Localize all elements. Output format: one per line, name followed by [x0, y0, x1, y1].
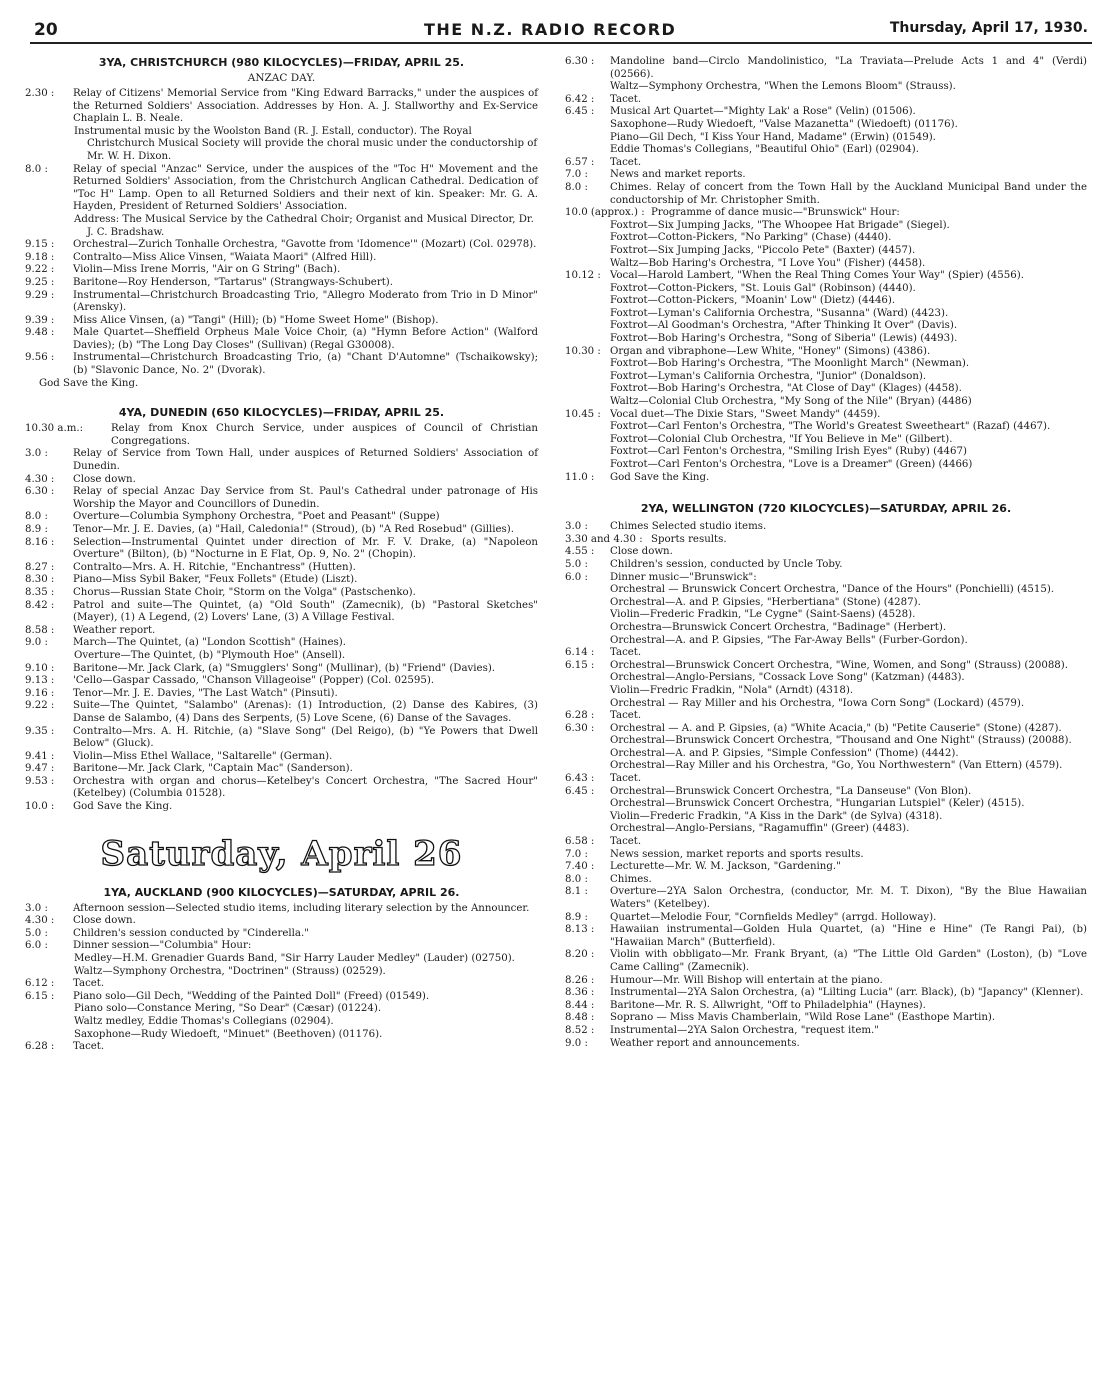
entry-time: 11.0 :: [565, 471, 595, 483]
entry-description: Patrol and suite—The Quintet, (a) "Old South" (Zamecnik), (b) "Pastoral Sketches" (Mayer), (1) A Legend, (2) Lovers' Lane, (3) A Village Festival.: [73, 599, 538, 624]
entry-continuation: Orchestral—A. and P. Gipsies, "Herbertiana" (Stone) (4287).: [610, 596, 921, 608]
schedule-entry: [565, 874, 1087, 887]
entry-time: 9.13 :: [25, 675, 55, 687]
schedule-entry: [25, 587, 538, 600]
entry-time: 6.15 :: [25, 990, 55, 1002]
entry-description: Tacet.: [73, 978, 105, 990]
entry-continuation: Foxtrot—Six Jumping Jacks, "Piccolo Pete" (Baxter) (4457).: [610, 244, 916, 256]
section-subheading-anzac-day: ANZAC DAY.: [247, 72, 316, 84]
schedule-entry: [25, 688, 538, 701]
entry-description: Tacet.: [610, 156, 642, 168]
entry-description: Baritone—Mr. R. S. Allwright, "Off to Philadelphia" (Haynes).: [610, 999, 926, 1011]
entry-description: Weather report and announcements.: [610, 1037, 800, 1049]
entry-description: Orchestral—Zurich Tonhalle Orchestra, "Gavotte from 'Idomence'" (Mozart) (Col. 02978).: [73, 239, 537, 251]
entry-time: 8.0 :: [25, 163, 48, 175]
entry-description: Tenor—Mr. J. E. Davies, (a) "Hail, Caledonia!" (Stroud), (b) "A Red Rosebud" (Gillies).: [73, 524, 514, 535]
entry-description: Organ and vibraphone—Lew White, "Honey" (Simons) (4386).: [610, 345, 931, 357]
entry-description: Close down.: [73, 473, 136, 485]
entry-time: 8.13 :: [565, 924, 595, 936]
entry-description: Orchestra with organ and chorus—Ketelbey's Concert Orchestra, "The Sacred Hour" (Ketelbey) (Columbia 01528).: [73, 775, 538, 800]
entry-time: 10.0 :: [25, 801, 55, 813]
entry-description: Overture—2YA Salon Orchestra, (conductor, Mr. M. T. Dixon), "By the Blue Hawaiian Waters" (Ketelbey).: [610, 886, 1087, 910]
entry-continuation: Foxtrot—Colonial Club Orchestra, "If You Believe in Me" (Gilbert).: [610, 433, 953, 445]
schedule-entry: [25, 751, 538, 764]
entry-description: Close down.: [610, 546, 673, 558]
entry-continuation: Waltz—Symphony Orchestra, "When the Lemons Bloom" (Strauss).: [610, 81, 956, 93]
entry-continuation: Piano—Gil Dech, "I Kiss Your Hand, Madame" (Erwin) (01549).: [610, 131, 936, 143]
entry-time: 6.0 :: [565, 571, 588, 583]
entry-time: 9.48 :: [25, 327, 55, 339]
schedule-entry: [25, 537, 538, 562]
schedule-list-1ya-continued: [565, 56, 1087, 484]
entry-description: Vocal duet—The Dixie Stars, "Sweet Mandy" (4459).: [610, 408, 881, 420]
entry-continuation: Eddie Thomas's Collegians, "Beautiful Ohio" (Earl) (02904).: [610, 144, 919, 156]
schedule-entry: [25, 700, 538, 725]
entry-description: Humour—Mr. Will Bishop will entertain at the piano.: [610, 974, 883, 986]
schedule-list-3ya: [25, 88, 538, 378]
entry-description: Instrumental—2YA Salon Orchestra, "request item.": [610, 1024, 879, 1036]
closing-line-3ya: God Save the King.: [39, 377, 139, 389]
schedule-entry: [25, 1041, 538, 1054]
entry-continuation: Foxtrot—Lyman's California Orchestra, "Susanna" (Ward) (4423).: [610, 307, 949, 319]
entry-time: 8.30 :: [25, 574, 55, 586]
entry-continuation: Foxtrot—Carl Fenton's Orchestra, "Smiling Irish Eyes" (Ruby) (4467): [610, 446, 967, 458]
entry-description: God Save the King.: [610, 471, 710, 483]
entry-time: 8.1 :: [565, 886, 588, 898]
entry-description: Afternoon session—Selected studio items, including literary selection by the Announcer.: [73, 902, 530, 914]
entry-time: 8.27 :: [25, 561, 55, 573]
entry-time: 10.30 :: [565, 345, 601, 357]
entry-description: Miss Alice Vinsen, (a) "Tangi" (Hill); (b) "Home Sweet Home" (Bishop).: [73, 314, 439, 326]
schedule-entry: [565, 912, 1087, 925]
entry-time: 3.30 and 4.30 :: [565, 533, 643, 545]
entry-continuation: Orchestral—Anglo-Persians, "Cossack Love Song" (Katzman) (4483).: [610, 672, 965, 684]
schedule-entry: [25, 663, 538, 676]
entry-description: Tacet.: [610, 710, 642, 722]
schedule-entry: [565, 924, 1087, 949]
entry-time: 3.0 :: [25, 448, 48, 460]
schedule-entry: [565, 157, 1087, 170]
schedule-entry: [25, 903, 538, 916]
entry-description: 'Cello—Gaspar Cassado, "Chanson Villageoise" (Popper) (Col. 02595).: [73, 675, 435, 687]
entry-description: Piano—Miss Sybil Baker, "Feux Follets" (Etude) (Liszt).: [73, 574, 358, 586]
entry-continuation: Address: The Musical Service by the Cathedral Choir; Organist and Musical Director, Dr. J. C. Bradshaw.: [74, 213, 534, 238]
schedule-entry: [25, 675, 538, 688]
entry-description: Chorus—Russian State Choir, "Storm on the Volga" (Pastschenko).: [73, 586, 416, 598]
entry-time: 9.53 :: [25, 775, 55, 787]
entry-time: 6.14 :: [565, 647, 595, 659]
entry-continuation: Foxtrot—Lyman's California Orchestra, "Junior" (Donaldson).: [610, 370, 927, 382]
entry-time: 8.9 :: [25, 524, 48, 535]
day-heading-saturday: Saturday, April 26: [100, 833, 463, 874]
schedule-entry: [565, 849, 1087, 862]
schedule-entry: [565, 723, 1087, 736]
entry-time: 10.30 a.m.:: [25, 423, 84, 435]
schedule-entry: [25, 448, 538, 473]
schedule-entry: [25, 763, 538, 776]
entry-description: Hawaiian instrumental—Golden Hula Quartet, (a) "Hine e Hine" (Te Rangi Pai), (b) "Hawaiian March" (Butterfield).: [610, 924, 1087, 948]
entry-continuation: Foxtrot—Cotton-Pickers, "Moanin' Low" (Dietz) (4446).: [610, 295, 896, 307]
schedule-entry: [565, 975, 1087, 988]
entry-continuation: Foxtrot—Bob Haring's Orchestra, "The Moonlight March" (Newman).: [610, 358, 970, 370]
entry-continuation: Orchestral—Ray Miller and his Orchestra, "Go, You Northwestern" (Van Ettern) (4579).: [610, 760, 1063, 772]
entry-continuation: Foxtrot—Al Goodman's Orchestra, "After Thinking It Over" (Davis).: [610, 320, 958, 332]
schedule-entry: [565, 660, 1087, 673]
entry-time: 8.26 :: [565, 974, 595, 986]
entry-time: 8.0 :: [565, 181, 588, 193]
entry-continuation: Foxtrot—Carl Fenton's Orchestra, "Love is a Dreamer" (Green) (4466): [610, 459, 973, 470]
section-heading-4ya: 4YA, DUNEDIN (650 KILOCYCLES)—FRIDAY, APRIL 25.: [118, 406, 445, 420]
entry-time: 4.30 :: [25, 473, 55, 485]
section-heading-2ya: 2YA, WELLINGTON (720 KILOCYCLES)—SATURDAY, APRIL 26.: [640, 502, 1012, 516]
schedule-entry: [25, 474, 538, 487]
entry-time: 9.47 :: [25, 763, 55, 775]
entry-time: 9.41 :: [25, 750, 55, 762]
entry-description: Contralto—Mrs. A. H. Ritchie, "Enchantress" (Hutten).: [73, 561, 356, 573]
schedule-entry: [565, 56, 1087, 81]
publication-title: THE N.Z. RADIO RECORD: [424, 20, 677, 39]
entry-time: 8.35 :: [25, 586, 55, 598]
schedule-entry: [25, 991, 538, 1004]
entry-time: 6.42 :: [565, 93, 595, 105]
entry-description: Relay from Knox Church Service, under auspices of Council of Christian Congregations.: [111, 423, 538, 447]
section-heading-1ya: 1YA, AUCKLAND (900 KILOCYCLES)—SATURDAY, APRIL 26.: [103, 885, 460, 899]
entry-time: 6.45 :: [565, 106, 595, 118]
schedule-entry: [565, 710, 1087, 723]
schedule-entry: [565, 270, 1087, 283]
left-column: [25, 56, 538, 1054]
entry-continuation: Instrumental music by the Woolston Band (R. J. Estall, conductor). The Royal Christchurch Musical Society will provide the choral music under the conductorship of Mr. W. H. Dixon.: [74, 125, 538, 162]
entry-description: Tenor—Mr. J. E. Davies, "The Last Watch" (Pinsuti).: [73, 687, 338, 699]
schedule-entry: [25, 776, 538, 801]
schedule-entry: [565, 786, 1087, 799]
entry-description: Tacet.: [610, 647, 642, 659]
issue-date: Thursday, April 17, 1930.: [889, 20, 1088, 36]
entry-description: Weather report.: [73, 624, 156, 636]
schedule-entry: [25, 486, 538, 511]
entry-continuation: Waltz medley, Eddie Thomas's Collegians (02904).: [74, 1016, 334, 1027]
entry-description: Dinner session—"Columbia" Hour:: [73, 940, 252, 952]
entry-time: 8.48 :: [565, 1012, 595, 1024]
entry-time: 8.0 :: [565, 873, 588, 885]
schedule-entry: [565, 949, 1087, 974]
entry-description: Male Quartet—Sheffield Orpheus Male Voice Choir, (a) "Hymn Before Action" (Walford Davies); (b) "The Long Day Closes" (Sullivan) (Regal G30008).: [73, 327, 538, 351]
entry-time: 6.0 :: [25, 940, 48, 952]
entry-time: 10.12 :: [565, 270, 601, 282]
entry-time: 9.35 :: [25, 725, 55, 737]
schedule-entry: [25, 726, 538, 751]
entry-description: Tacet.: [610, 836, 642, 848]
schedule-entry: [565, 1025, 1087, 1038]
entry-time: 8.52 :: [565, 1024, 595, 1036]
entry-description: Quartet—Melodie Four, "Cornfields Medley" (arrgd. Holloway).: [610, 911, 937, 923]
entry-time: 9.15 :: [25, 239, 55, 251]
entry-continuation: Waltz—Symphony Orchestra, "Doctrinen" (Strauss) (02529).: [74, 965, 386, 977]
entry-time: 6.28 :: [565, 710, 595, 722]
entry-time: 9.22 :: [25, 264, 55, 276]
entry-description: Violin—Miss Ethel Wallace, "Saltarelle" (German).: [73, 750, 333, 762]
entry-description: Relay of special Anzac Day Service from St. Paul's Cathedral under patronage of His Worship the Mayor and Councillors of Dunedin.: [73, 486, 538, 510]
entry-continuation: Orchestral—Brunswick Concert Orchestra, "Thousand and One Night" (Strauss) (20088).: [610, 735, 1072, 747]
entry-continuation: Waltz—Colonial Club Orchestra, "My Song of the Nile" (Bryan) (4486): [610, 396, 972, 408]
entry-time: 8.20 :: [565, 949, 595, 961]
entry-continuation: Orchestral — Ray Miller and his Orchestra, "Iowa Corn Song" (Lockard) (4579).: [610, 697, 1025, 709]
entry-description: Contralto—Mrs. A. H. Ritchie, (a) "Slave Song" (Del Reigo), (b) "Ye Powers that Dwell Below" (Gluck).: [73, 725, 538, 750]
schedule-entry: [565, 521, 1087, 534]
entry-continuation: Medley—H.M. Grenadier Guards Band, "Sir Harry Lauder Medley" (Lauder) (02750).: [74, 953, 515, 965]
entry-time: 5.0 :: [25, 927, 48, 939]
entry-time: 6.30 :: [25, 486, 55, 498]
entry-time: 6.28 :: [25, 1041, 55, 1053]
schedule-entry: [565, 1000, 1087, 1013]
entry-time: 9.18 :: [25, 251, 55, 263]
schedule-entry: [25, 928, 538, 941]
entry-description: Orchestral — A. and P. Gipsies, (a) "White Acacia," (b) "Petite Causerie" (Stone) (4287).: [610, 722, 1062, 734]
entry-description: Instrumental—Christchurch Broadcasting Trio, (a) "Chant D'Automne" (Tschaikowsky); (b) "Slavonic Dance, No. 2" (Dvorak).: [73, 352, 538, 377]
entry-time: 7.0 :: [565, 848, 588, 860]
entry-description: Musical Art Quartet—"Mighty Lak' a Rose" (Velin) (01506).: [610, 106, 916, 118]
entry-continuation: Foxtrot—Carl Fenton's Orchestra, "The World's Greatest Sweetheart" (Razaf) (4467).: [610, 421, 1051, 433]
entry-time: 9.10 :: [25, 662, 55, 674]
entry-time: 8.9 :: [565, 911, 588, 923]
entry-description: Children's session conducted by "Cinderella.": [73, 927, 309, 939]
entry-description: Orchestral—Brunswick Concert Orchestra, "Wine, Women, and Song" (Strauss) (20088).: [610, 659, 1068, 671]
schedule-entry: [565, 987, 1087, 1000]
schedule-entry: [25, 562, 538, 575]
entry-description: Instrumental—Christchurch Broadcasting Trio, "Allegro Moderato from Trio in D Minor" (Arensky).: [73, 289, 538, 314]
schedule-entry: [25, 574, 538, 587]
entry-description: Tacet.: [610, 93, 642, 105]
entry-description: Relay of special "Anzac" Service, under the auspices of the "Toc H" Movement and the Returned Soldiers' Association, from the Christchurch Anglican Cathedral. Dedication of "Toc H" Lamp. Open to all Returned Soldiers and their next of kin. Speaker: Mr. G. A. Hayden, President of Returned Soldiers' Association.: [73, 163, 538, 213]
entry-continuation: Orchestral—A. and P. Gipsies, "Simple Confession" (Thome) (4442).: [610, 747, 959, 759]
entry-time: 2.30 :: [25, 88, 55, 99]
schedule-entry: [25, 252, 538, 265]
entry-time: 6.12 :: [25, 978, 55, 990]
entry-description: Violin with obbligato—Mr. Frank Bryant, (a) "The Little Old Garden" (Loston), (b) "Love Came Calling" (Zamecnik).: [610, 949, 1087, 973]
entry-time: 3.0 :: [565, 521, 588, 533]
entry-continuation: Saxophone—Rudy Wiedoeft, "Valse Mazanetta" (Wiedoeft) (01176).: [610, 118, 958, 130]
entry-time: 6.58 :: [565, 836, 595, 848]
entry-description: Overture—Columbia Symphony Orchestra, "Poet and Peasant" (Suppe): [73, 511, 440, 523]
entry-time: 9.39 :: [25, 314, 55, 326]
schedule-entry: [25, 239, 538, 252]
entry-description: News and market reports.: [610, 169, 746, 181]
masthead: [30, 20, 1092, 44]
entry-continuation: Foxtrot—Six Jumping Jacks, "The Whoopee Hat Brigade" (Siegel).: [610, 219, 950, 231]
entry-description: Sports results.: [651, 533, 727, 545]
entry-time: 8.0 :: [25, 511, 48, 523]
entry-description: March—The Quintet, (a) "London Scottish" (Haines).: [73, 637, 346, 649]
entry-continuation: Saxophone—Rudy Wiedoeft, "Minuet" (Beethoven) (01176).: [74, 1028, 383, 1040]
entry-continuation: Orchestral—Anglo-Persians, "Ragamuffin" (Greer) (4483).: [610, 823, 910, 835]
entry-continuation: Orchestral — Brunswick Concert Orchestra, "Dance of the Hours" (Ponchielli) (4515).: [610, 584, 1055, 596]
schedule-entry: [25, 290, 538, 315]
schedule-entry: [565, 169, 1087, 182]
entry-time: 4.30 :: [25, 915, 55, 927]
entry-time: 9.0 :: [565, 1037, 588, 1049]
schedule-entry: [565, 106, 1087, 119]
entry-description: Vocal—Harold Lambert, "When the Real Thing Comes Your Way" (Spier) (4556).: [610, 270, 1024, 282]
entry-time: 6.57 :: [565, 156, 595, 168]
entry-description: Chimes Selected studio items.: [610, 521, 767, 533]
schedule-list-1ya: [25, 903, 538, 1054]
entry-description: Selection—Instrumental Quintet under direction of Mr. F. V. Drake, (a) "Napoleon Overture" (Bilton), (b) "Nocturne in E Flat, Op. 9, No. 2" (Chopin).: [73, 536, 538, 561]
entry-description: Instrumental—2YA Salon Orchestra, (a) "Lilting Lucia" (arr. Black), (b) "Japancy" (Klenner).: [610, 987, 1084, 999]
entry-time: 7.0 :: [565, 169, 588, 181]
entry-description: Baritone—Roy Henderson, "Tartarus" (Strangways-Schubert).: [73, 276, 393, 288]
entry-time: 9.25 :: [25, 276, 55, 288]
entry-description: Piano solo—Gil Dech, "Wedding of the Painted Doll" (Freed) (01549).: [73, 990, 430, 1002]
schedule-entry: [25, 88, 538, 126]
entry-description: Chimes. Relay of concert from the Town Hall by the Auckland Municipal Band under the conductorship of Mr. Christopher Smith.: [610, 181, 1087, 206]
entry-time: 6.45 :: [565, 785, 595, 797]
schedule-entry: [565, 346, 1087, 359]
entry-description: Tacet.: [73, 1041, 105, 1053]
schedule-entry: [565, 861, 1087, 874]
entry-time: 8.42 :: [25, 599, 55, 611]
entry-time: 8.36 :: [565, 987, 595, 999]
entry-continuation: Foxtrot—Cotton-Pickers, "No Parking" (Chase) (4440).: [610, 232, 892, 244]
schedule-entry: [565, 1038, 1087, 1051]
entry-time: 9.22 :: [25, 700, 55, 712]
entry-continuation: Violin—Fredric Fradkin, "Nola" (Arndt) (4318).: [610, 684, 854, 696]
entry-description: Relay of Citizens' Memorial Service from "King Edward Barracks," under the auspices of the Returned Soldiers' Association. Addresses by Hon. A. J. Stallworthy and Ex-Service Chaplain L. B. Neale.: [73, 88, 538, 125]
schedule-entry: [25, 801, 538, 814]
entry-continuation: Foxtrot—Cotton-Pickers, "St. Louis Gal" (Robinson) (4440).: [610, 282, 916, 294]
entry-description: Contralto—Miss Alice Vinsen, "Waiata Maori" (Alfred Hill).: [73, 251, 377, 263]
schedule-entry: [25, 915, 538, 928]
entry-continuation: Orchestral—Brunswick Concert Orchestra, "Hungarian Lutspiel" (Keler) (4515).: [610, 798, 1025, 810]
entry-continuation: Orchestra—Brunswick Concert Orchestra, "Badinage" (Herbert).: [610, 621, 947, 633]
right-column: [565, 56, 1087, 1050]
schedule-entry: [565, 1012, 1087, 1025]
entry-time: 8.44 :: [565, 999, 595, 1011]
entry-time: 9.56 :: [25, 352, 55, 364]
schedule-entry: [25, 423, 538, 448]
entry-description: Mandoline band—Circlo Mandolinistico, "La Traviata—Prelude Acts 1 and 4" (Verdi) (02566).: [610, 56, 1087, 80]
schedule-entry: [25, 600, 538, 625]
entry-description: Tacet.: [610, 773, 642, 785]
entry-description: God Save the King.: [73, 801, 173, 813]
schedule-entry: [25, 327, 538, 352]
entry-description: Suite—The Quintet, "Salambo" (Arenas): (1) Introduction, (2) Danse des Kabires, (3) Danse de Salambo, (4) Dans des Serpents, (5) Love Scene, (6) Danse of the Savages.: [73, 700, 538, 724]
entry-continuation: Overture—The Quintet, (b) "Plymouth Hoe" (Ansell).: [74, 649, 346, 661]
entry-time: 7.40 :: [565, 861, 595, 873]
entry-description: Chimes.: [610, 873, 652, 885]
entry-time: 10.45 :: [565, 408, 601, 420]
schedule-entry: [25, 264, 538, 277]
entry-time: 8.58 :: [25, 624, 55, 636]
schedule-entry: [565, 472, 1087, 485]
section-heading-3ya: 3YA, CHRISTCHURCH (980 KILOCYCLES)—FRIDAY, APRIL 25.: [98, 56, 465, 69]
entry-continuation: Violin—Frederic Fradkin, "A Kiss in the Dark" (de Sylva) (4318).: [610, 810, 943, 822]
schedule-entry: [25, 625, 538, 638]
entry-time: 4.55 :: [565, 546, 595, 558]
entry-description: Children's session, conducted by Uncle Toby.: [610, 558, 843, 570]
schedule-entry: [565, 207, 1087, 220]
entry-continuation: Foxtrot—Bob Haring's Orchestra, "Song of Siberia" (Lewis) (4493).: [610, 333, 958, 345]
schedule-entry: [25, 940, 538, 953]
schedule-entry: [25, 637, 538, 650]
entry-description: Baritone—Mr. Jack Clark, (a) "Smugglers' Song" (Mullinar), (b) "Friend" (Davies).: [73, 662, 496, 674]
entry-time: 6.30 :: [565, 56, 595, 67]
schedule-entry: [25, 277, 538, 290]
schedule-entry: [565, 572, 1087, 585]
entry-description: News session, market reports and sports results.: [610, 848, 864, 860]
page-number: 20: [34, 20, 58, 40]
entry-time: 9.0 :: [25, 637, 48, 649]
schedule-entry: [25, 315, 538, 328]
schedule-list-4ya: [25, 423, 538, 813]
entry-continuation: Waltz—Bob Haring's Orchestra, "I Love You" (Fisher) (4458).: [610, 257, 926, 269]
schedule-entry: [565, 886, 1087, 911]
schedule-entry: [565, 409, 1087, 422]
entry-description: Violin—Miss Irene Morris, "Air on G String" (Bach).: [73, 264, 341, 276]
entry-description: Soprano — Miss Mavis Chamberlain, "Wild Rose Lane" (Easthope Martin).: [610, 1012, 996, 1024]
entry-continuation: Foxtrot—Bob Haring's Orchestra, "At Close of Day" (Klages) (4458).: [610, 383, 962, 395]
schedule-list-2ya: [565, 521, 1087, 1050]
entry-continuation: Violin—Frederic Fradkin, "Le Cygne" (Saint-Saens) (4528).: [610, 609, 916, 621]
schedule-entry: [565, 647, 1087, 660]
schedule-entry: [25, 352, 538, 377]
entry-description: Baritone—Mr. Jack Clark, "Captain Mac" (Sanderson).: [73, 763, 353, 775]
entry-time: 3.0 :: [25, 902, 48, 914]
entry-time: 10.0 (approx.) :: [565, 207, 645, 219]
schedule-entry: [565, 559, 1087, 572]
entry-time: 6.30 :: [565, 722, 595, 734]
entry-description: Close down.: [73, 915, 136, 927]
entry-description: Orchestral—Brunswick Concert Orchestra, "La Danseuse" (Von Blon).: [610, 785, 972, 797]
entry-time: 5.0 :: [565, 558, 588, 570]
schedule-entry: [25, 978, 538, 991]
schedule-entry: [565, 182, 1087, 207]
entry-time: 6.43 :: [565, 773, 595, 785]
schedule-entry: [565, 836, 1087, 849]
entry-time: 6.15 :: [565, 659, 595, 671]
entry-continuation: Orchestral—A. and P. Gipsies, "The Far-Away Bells" (Furber-Gordon).: [610, 634, 968, 646]
entry-time: 9.29 :: [25, 289, 55, 301]
entry-description: Lecturette—Mr. W. M. Jackson, "Gardening.": [610, 861, 841, 873]
schedule-entry: [565, 773, 1087, 786]
entry-description: Programme of dance music—"Brunswick" Hour:: [651, 207, 900, 219]
entry-description: Dinner music—"Brunswick":: [610, 571, 757, 583]
entry-description: Relay of Service from Town Hall, under auspices of Returned Soldiers' Association of Dunedin.: [73, 448, 538, 473]
entry-time: 8.16 :: [25, 536, 55, 548]
schedule-entry: [565, 546, 1087, 559]
entry-continuation: Piano solo—Constance Mering, "So Dear" (Cæsar) (01224).: [74, 1003, 382, 1015]
schedule-entry: [565, 534, 1087, 547]
entry-time: 9.16 :: [25, 687, 55, 699]
schedule-entry: [25, 511, 538, 524]
schedule-entry: [565, 94, 1087, 107]
schedule-entry: [25, 164, 538, 214]
schedule-entry: [25, 524, 538, 537]
